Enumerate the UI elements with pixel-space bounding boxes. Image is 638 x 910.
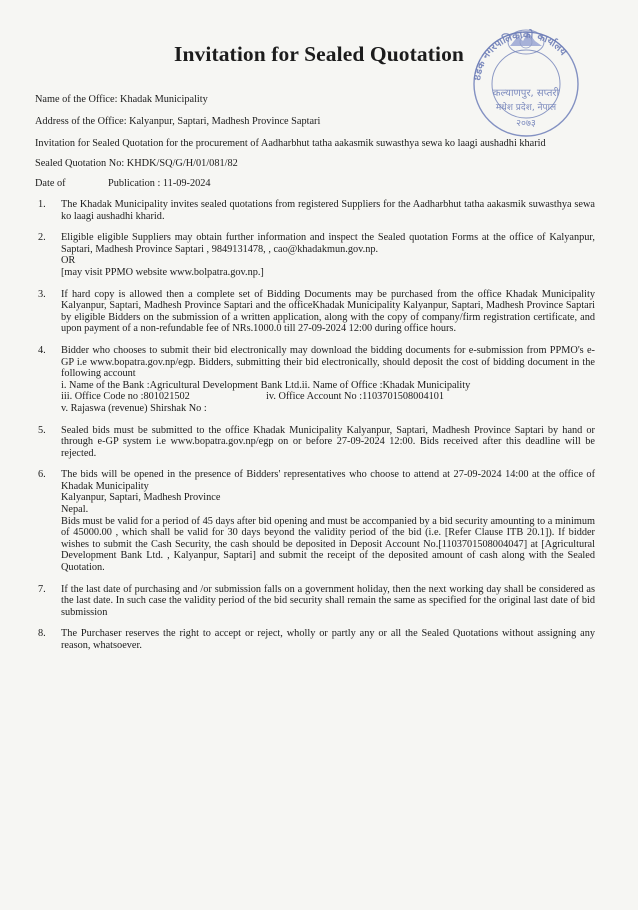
item-number: 7. (38, 583, 46, 595)
item-number: 4. (38, 344, 46, 356)
item-number: 3. (38, 288, 46, 300)
ppmo-link-text: [may visit PPMO website www.bolpatra.gov.np.] (61, 266, 264, 278)
item-body (61, 345, 595, 415)
document-title: Invitation for Sealed Quotation (174, 42, 464, 66)
item-or: OR (61, 255, 76, 267)
opening-address: Kalyanpur, Saptari, Madhesh Province (61, 492, 221, 504)
office-address: Address of the Office: Kalyanpur, Saptari, Madhesh Province Saptari (35, 116, 321, 127)
invitation-subject: Invitation for Sealed Quotation for the procurement of Aadharbhut tatha aakasmik suwasthya sewa ko laagi aushadhi kharid (35, 138, 546, 149)
terms-list (35, 199, 595, 662)
list-item (35, 199, 595, 222)
list-item (35, 232, 595, 278)
office-account: iv. Office Account No :1103701508004101 (266, 391, 445, 403)
bank-details: i. Name of the Bank :Agricultural Development Bank Ltd.ii. Name of Office :Khadak Municipality (61, 379, 471, 391)
item-number: 6. (38, 469, 46, 481)
item-number: 5. (38, 424, 46, 436)
item-text: Bidder who chooses to submit their bid electronically may download the bidding documents for e-submission from PPMO's e-GP i.e www.bopatra.gov.np/egp. Bidders, submitting their bid electronically, should deposit the cost of bidding document in the following account (61, 344, 595, 380)
item-body (61, 232, 595, 278)
seal-bottom-text: मधेश प्रदेश, नेपाल (495, 103, 557, 113)
list-item (35, 628, 595, 651)
item-number: 8. (38, 628, 46, 640)
item-body (61, 469, 595, 573)
list-item (35, 345, 595, 415)
seal-outer-text: ខडक नगरपालिकाको कार्यालय (472, 29, 569, 82)
list-item (35, 289, 595, 335)
office-name: Name of the Office: Khadak Municipality (35, 94, 208, 105)
item-text: Eligible eligible Suppliers may obtain further information and inspect the Sealed quotation Forms at the office of Kalyanpur, Saptari, Madhesh Province Saptari , 9849131478, , cao@khadakmun.gov.np. (61, 232, 595, 255)
item-text: If hard copy is allowed then a complete set of Bidding Documents may be purchased from the office Khadak Municipality Kalyanpur, Saptari, Madhesh Province Saptari and the officeKhadak Municipality Kalyanpur, Saptari, Madhesh Province Saptari by eligible Bidders on the submission of a written application, along with the copy of company/firm registration certificate, and upon payment of a non-refundable fee of NRs.1000.0 till 27-09-2024 12:00 during office hours. (61, 288, 595, 335)
bid-validity-text: Bids must be valid for a period of 45 days after bid opening and must be accompanied by a bid security amounting to a minimum of 45000.00 , which shall be valid for 30 days beyond the validity period of the bid (i.e. [Refer Clause ITB 20.1]). If bidder wishes to submit the Cash Security, the cash should be deposited in Deposit Account No.[1103701508004047] at [Agricultural Development Bank Ltd. , Kalyanpur, Saptari] and submit the receipt of the deposited amount of cash along with the Sealed Quotation. (61, 515, 595, 574)
seal-year: २०७३ (516, 118, 536, 129)
municipality-seal (466, 14, 586, 138)
office-code: iii. Office Code no :801021502 (61, 391, 190, 403)
office-code-row (61, 391, 595, 403)
publication-date-label: Date of (35, 178, 66, 189)
item-number: 2. (38, 232, 46, 244)
quotation-number: Sealed Quotation No: KHDK/SQ/G/H/01/081/82 (35, 158, 238, 169)
publication-date: Publication : 11-09-2024 (108, 178, 211, 189)
item-text: Sealed bids must be submitted to the office Khadak Municipality Kalyanpur, Saptari, Madhesh Province Saptari by hand or through e-GP system i.e www.bopatra.gov.np/egp on or before 27-09-2024 12:00. Bids received after this deadline will be rejected. (61, 424, 595, 459)
list-item (35, 469, 595, 573)
item-text: The bids will be opened in the presence of Bidders' representatives who choose to attend at 27-09-2024 14:00 at the office of Khadak Municipality (61, 469, 595, 492)
seal-inner-text: कल्याणपुर, सप्तरी (492, 88, 560, 99)
list-item (35, 584, 595, 619)
item-text: If the last date of purchasing and /or submission falls on a government holiday, then the next working day shall be considered as the last date. In such case the validity period of the bid security shall remain the same as specified for the original last date of bid submission (61, 583, 595, 618)
rajaswa-shirshak: v. Rajaswa (revenue) Shirshak No : (61, 402, 207, 414)
item-text: The Purchaser reserves the right to accept or reject, wholly or partly any or all the Sealed Quotations without assigning any reason, whatsoever. (61, 628, 595, 651)
list-item (35, 425, 595, 460)
opening-country: Nepal. (61, 504, 89, 516)
item-text: The Khadak Municipality invites sealed quotations from registered Suppliers for the Aadharbhut tatha aakasmik suwasthya sewa ko laagi aushadhi kharid. (61, 199, 595, 222)
svg-text:ខडक नगरपालिकाको कार्यालय (472, 28, 569, 82)
item-number: 1. (38, 199, 46, 210)
